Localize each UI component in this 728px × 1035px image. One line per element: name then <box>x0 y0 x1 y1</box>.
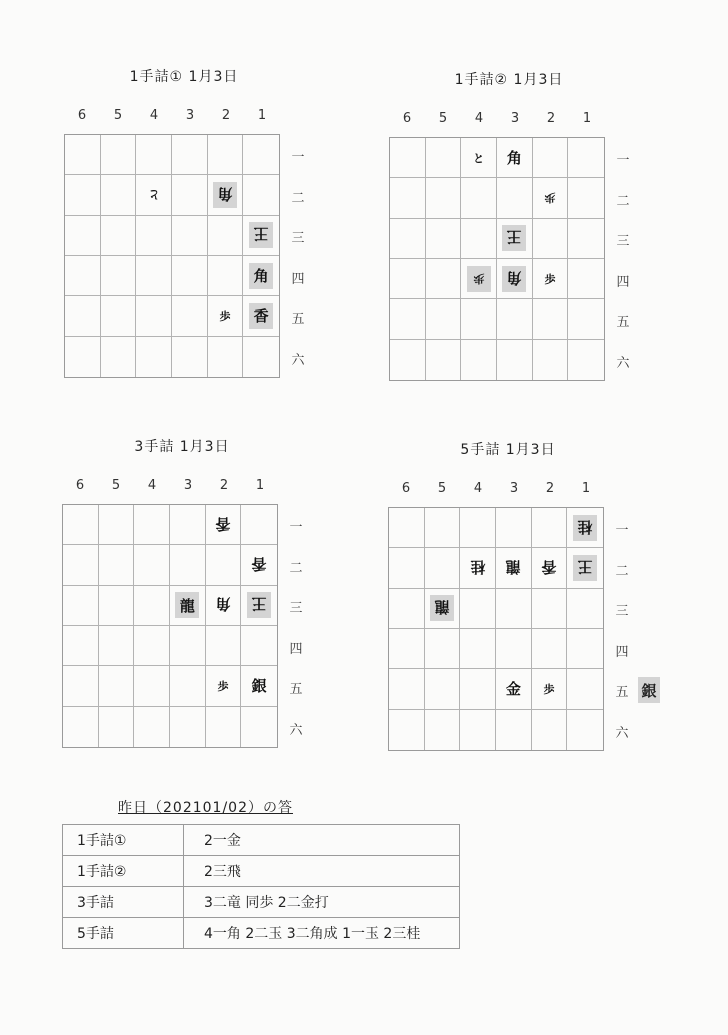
board-square <box>134 666 170 706</box>
board-square <box>170 666 206 706</box>
row-label: 五 <box>289 682 303 698</box>
column-label: 6 <box>77 108 87 123</box>
piece-in-hand: 銀 <box>638 677 660 703</box>
row-label: 二 <box>291 190 305 206</box>
board-square <box>136 256 172 296</box>
column-label: 4 <box>474 111 484 126</box>
board-square <box>426 340 462 380</box>
board-square <box>172 135 208 175</box>
board-square <box>101 256 137 296</box>
board-square <box>136 216 172 256</box>
board-square <box>63 586 99 626</box>
board-square <box>568 138 604 178</box>
board-square <box>460 669 496 709</box>
row-label: 四 <box>291 271 305 287</box>
table-row <box>63 887 460 918</box>
board-square <box>170 626 206 666</box>
board-square <box>497 138 533 178</box>
shogi-board <box>388 507 604 751</box>
board-square <box>134 505 170 545</box>
column-label: 2 <box>219 478 229 493</box>
row-label: 二 <box>615 563 629 579</box>
shogi-piece: 銀 <box>251 677 267 696</box>
board-square <box>65 135 101 175</box>
board-square <box>99 626 135 666</box>
row-label: 四 <box>289 641 303 657</box>
row-label: 三 <box>615 604 629 620</box>
board-square <box>497 299 533 339</box>
column-label: 3 <box>183 478 193 493</box>
board-square <box>241 505 277 545</box>
board-square <box>65 175 101 215</box>
shogi-piece: と <box>148 187 160 201</box>
board-square <box>389 629 425 669</box>
row-label: 二 <box>289 560 303 576</box>
answer-moves: 4一角 2二玉 3二角成 1一玉 2三桂 <box>184 918 460 949</box>
column-label: 6 <box>402 111 412 126</box>
board-square <box>461 178 497 218</box>
answer-puzzle-name: 5手詰 <box>63 918 184 949</box>
shogi-piece: 歩 <box>217 679 229 693</box>
column-label: 1 <box>582 111 592 126</box>
board-square <box>99 545 135 585</box>
board-square <box>65 296 101 336</box>
board-square <box>134 545 170 585</box>
column-label: 3 <box>185 108 195 123</box>
shogi-piece: 歩 <box>467 266 491 292</box>
board-square <box>532 548 568 588</box>
shogi-board <box>62 504 278 748</box>
board-square <box>533 340 569 380</box>
row-label: 五 <box>615 685 629 701</box>
column-label: 4 <box>149 108 159 123</box>
board-square <box>426 138 462 178</box>
board-square <box>208 135 244 175</box>
row-label: 一 <box>291 150 305 165</box>
board-square <box>460 710 496 750</box>
shogi-piece: 桂 <box>573 515 597 541</box>
answer-moves: 2三飛 <box>184 856 460 887</box>
board-square <box>390 178 426 218</box>
board-square <box>532 669 568 709</box>
row-label: 五 <box>616 315 630 331</box>
shogi-piece: 歩 <box>544 272 556 286</box>
board-square <box>208 256 244 296</box>
board-square <box>533 259 569 299</box>
board-square <box>99 505 135 545</box>
board-square <box>567 629 603 669</box>
board-square <box>425 548 461 588</box>
column-label: 6 <box>401 481 411 496</box>
shogi-piece: 角 <box>213 182 237 208</box>
column-label: 1 <box>581 481 591 496</box>
board-square <box>532 508 568 548</box>
board-square <box>206 666 242 706</box>
answer-puzzle-name: 3手詰 <box>63 887 184 918</box>
row-label: 六 <box>291 353 305 368</box>
shogi-piece: 龍 <box>175 592 199 618</box>
board-square <box>497 340 533 380</box>
column-label: 4 <box>473 481 483 496</box>
row-label: 四 <box>615 644 629 660</box>
board-square <box>389 508 425 548</box>
board-square <box>425 710 461 750</box>
answer-moves: 3二竜 同歩 2二金打 <box>184 887 460 918</box>
board-square <box>170 707 206 747</box>
shogi-piece: 金 <box>505 680 521 699</box>
board-square <box>567 508 603 548</box>
board-square <box>63 707 99 747</box>
row-label: 六 <box>616 356 630 371</box>
board-square <box>461 299 497 339</box>
board-square <box>567 710 603 750</box>
board-square <box>134 626 170 666</box>
board-square <box>425 589 461 629</box>
board-square <box>461 259 497 299</box>
board-square <box>425 629 461 669</box>
board-square <box>63 545 99 585</box>
column-label: 5 <box>438 111 448 126</box>
shogi-piece: 王 <box>502 225 526 251</box>
answers-table <box>62 824 460 949</box>
row-label: 六 <box>289 723 303 738</box>
puzzle-title: 3手詰 1月3日 <box>134 439 230 455</box>
shogi-piece: 角 <box>215 595 231 614</box>
shogi-piece: 角 <box>506 149 522 168</box>
shogi-piece: 歩 <box>219 309 231 323</box>
board-square <box>567 548 603 588</box>
board-square <box>568 340 604 380</box>
board-square <box>243 296 279 336</box>
board-square <box>567 669 603 709</box>
board-square <box>65 337 101 377</box>
board-square <box>389 669 425 709</box>
board-square <box>496 508 532 548</box>
table-row <box>63 856 460 887</box>
column-label: 1 <box>257 108 267 123</box>
board-square <box>497 219 533 259</box>
board-square <box>389 710 425 750</box>
board-square <box>533 138 569 178</box>
answer-puzzle-name: 1手詰② <box>63 856 184 887</box>
board-square <box>532 589 568 629</box>
board-square <box>390 259 426 299</box>
board-square <box>460 548 496 588</box>
column-label: 6 <box>75 478 85 493</box>
board-square <box>241 626 277 666</box>
table-row <box>63 825 460 856</box>
board-square <box>63 505 99 545</box>
row-label: 一 <box>289 520 303 535</box>
shogi-piece: 王 <box>573 555 597 581</box>
column-label: 1 <box>255 478 265 493</box>
board-square <box>243 135 279 175</box>
board-square <box>496 548 532 588</box>
board-square <box>101 175 137 215</box>
shogi-piece: 桂 <box>470 558 486 577</box>
column-label: 3 <box>510 111 520 126</box>
answers-title: 昨日（202101/02）の答 <box>118 800 293 816</box>
puzzle-title: 1手詰① 1月3日 <box>129 69 239 85</box>
board-square <box>460 508 496 548</box>
board-square <box>243 216 279 256</box>
board-square <box>532 710 568 750</box>
row-label: 二 <box>616 193 630 209</box>
puzzle-title: 1手詰② 1月3日 <box>454 72 564 88</box>
board-square <box>63 666 99 706</box>
board-square <box>243 175 279 215</box>
board-square <box>208 337 244 377</box>
board-square <box>426 178 462 218</box>
board-square <box>426 299 462 339</box>
shogi-piece: 香 <box>215 515 231 534</box>
board-square <box>497 259 533 299</box>
board-square <box>390 138 426 178</box>
board-square <box>206 586 242 626</box>
board-square <box>136 337 172 377</box>
shogi-piece: 龍 <box>505 558 521 577</box>
shogi-piece: 歩 <box>544 190 556 204</box>
board-square <box>533 178 569 218</box>
board-square <box>461 219 497 259</box>
board-square <box>99 666 135 706</box>
shogi-piece: 香 <box>541 558 557 577</box>
board-square <box>172 256 208 296</box>
column-label: 5 <box>437 481 447 496</box>
board-square <box>496 629 532 669</box>
answer-puzzle-name: 1手詰① <box>63 825 184 856</box>
row-label: 一 <box>616 153 630 168</box>
board-square <box>208 296 244 336</box>
puzzle-title: 5手詰 1月3日 <box>460 442 556 458</box>
shogi-piece: 香 <box>251 555 267 574</box>
column-label: 2 <box>221 108 231 123</box>
board-square <box>533 299 569 339</box>
board-square <box>567 589 603 629</box>
board-square <box>170 586 206 626</box>
board-square <box>426 219 462 259</box>
shogi-piece: 香 <box>249 303 273 329</box>
table-row <box>63 918 460 949</box>
board-square <box>497 178 533 218</box>
board-square <box>425 508 461 548</box>
board-square <box>426 259 462 299</box>
board-square <box>63 626 99 666</box>
board-square <box>241 586 277 626</box>
board-square <box>568 178 604 218</box>
shogi-board <box>389 137 605 381</box>
board-square <box>170 505 206 545</box>
board-square <box>172 296 208 336</box>
board-square <box>241 545 277 585</box>
shogi-piece: 王 <box>249 222 273 248</box>
shogi-piece: 歩 <box>543 682 555 696</box>
board-square <box>461 138 497 178</box>
board-square <box>568 299 604 339</box>
column-label: 5 <box>111 478 121 493</box>
board-square <box>101 135 137 175</box>
board-square <box>496 669 532 709</box>
shogi-piece: 龍 <box>430 595 454 621</box>
shogi-board <box>64 134 280 378</box>
board-square <box>208 175 244 215</box>
board-square <box>496 710 532 750</box>
board-square <box>101 216 137 256</box>
shogi-piece: 角 <box>249 263 273 289</box>
board-square <box>243 256 279 296</box>
board-square <box>136 296 172 336</box>
board-square <box>134 586 170 626</box>
board-square <box>99 586 135 626</box>
board-square <box>65 216 101 256</box>
board-square <box>241 707 277 747</box>
board-square <box>532 629 568 669</box>
row-label: 三 <box>616 234 630 250</box>
board-square <box>390 340 426 380</box>
answer-moves: 2一金 <box>184 825 460 856</box>
board-square <box>134 707 170 747</box>
row-label: 五 <box>291 312 305 328</box>
board-square <box>241 666 277 706</box>
board-square <box>172 175 208 215</box>
board-square <box>99 707 135 747</box>
shogi-piece: 角 <box>502 266 526 292</box>
board-square <box>206 545 242 585</box>
row-label: 四 <box>616 274 630 290</box>
column-label: 2 <box>546 111 556 126</box>
board-square <box>65 256 101 296</box>
board-square <box>206 505 242 545</box>
row-label: 六 <box>615 726 629 741</box>
shogi-piece: と <box>473 151 485 165</box>
board-square <box>390 299 426 339</box>
row-label: 三 <box>289 601 303 617</box>
board-square <box>172 216 208 256</box>
row-label: 一 <box>615 523 629 538</box>
board-square <box>461 340 497 380</box>
shogi-piece: 王 <box>247 592 271 618</box>
board-square <box>206 707 242 747</box>
board-square <box>170 545 206 585</box>
board-square <box>390 219 426 259</box>
board-square <box>496 589 532 629</box>
column-label: 3 <box>509 481 519 496</box>
board-square <box>101 337 137 377</box>
board-square <box>101 296 137 336</box>
board-square <box>389 548 425 588</box>
column-label: 2 <box>545 481 555 496</box>
board-square <box>533 219 569 259</box>
column-label: 4 <box>147 478 157 493</box>
row-label: 三 <box>291 231 305 247</box>
board-square <box>568 259 604 299</box>
board-square <box>389 589 425 629</box>
board-square <box>172 337 208 377</box>
board-square <box>568 219 604 259</box>
board-square <box>136 175 172 215</box>
board-square <box>206 626 242 666</box>
board-square <box>425 669 461 709</box>
board-square <box>243 337 279 377</box>
column-label: 5 <box>113 108 123 123</box>
board-square <box>460 629 496 669</box>
board-square <box>208 216 244 256</box>
board-square <box>136 135 172 175</box>
board-square <box>460 589 496 629</box>
